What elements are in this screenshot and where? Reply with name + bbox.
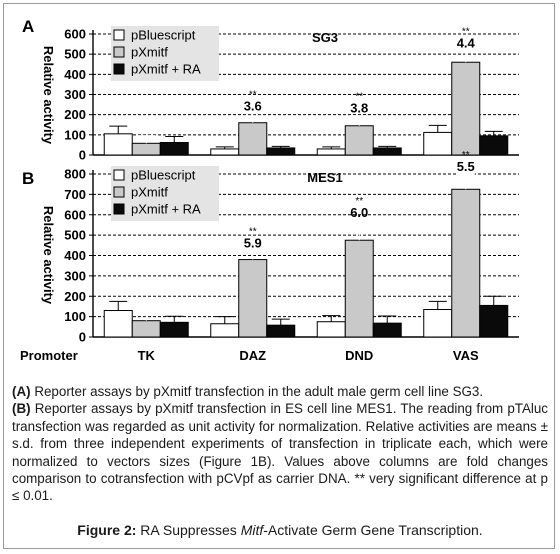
panel-a-legend-label-pbluescript: pBluescript [131, 27, 196, 43]
panel-a-letter: A [22, 17, 35, 36]
panel-a-significance-dnd: ** [355, 91, 364, 103]
panel-b-y-tick-label: 0 [78, 329, 86, 345]
panel-b-bar-pxmitf-ra-dnd [373, 323, 401, 337]
panel-b-legend-label-pxmitf-ra: pXmitf + RA [131, 201, 201, 217]
panel-a-y-tick-label: 200 [64, 107, 86, 123]
panel-b-fold-change-dnd: 6.0 [350, 204, 369, 220]
panel-a-significance-vas: ** [461, 26, 470, 38]
panel-b-fold-change-daz: 5.9 [243, 235, 262, 251]
panel-b-bar-pbluescript-vas [424, 309, 452, 337]
caption-paragraph-b [12, 400, 548, 504]
caption-b-label: (B) [12, 401, 31, 417]
panel-a-y-tick-label: 0 [78, 147, 86, 163]
panel-b-y-tick-label: 400 [64, 248, 86, 263]
panel-b-y-tick-label: 700 [64, 186, 86, 202]
panel-b-bar-pxmitf-vas [452, 189, 480, 337]
panel-b-significance-vas: ** [461, 150, 470, 161]
panel-b-x-axis-label: Promoter [20, 348, 78, 363]
panel-a-bar-pxmitf-daz [239, 123, 267, 155]
panel-b-letter: B [22, 169, 35, 188]
panel-a-legend-label-pxmitf: pXmitf [131, 44, 168, 60]
panel-b-bar-pxmitf-daz [239, 260, 267, 337]
panel-a-legend-swatch-pbluescript [114, 30, 124, 40]
panel-a-y-tick-label: 600 [64, 26, 86, 42]
figure-title-post: -Activate Germ Gene Transcription. [263, 522, 483, 538]
panel-a-bar-pxmitf-ra-tk [160, 142, 188, 155]
figure-title-label: Figure 2: [77, 522, 137, 538]
figure-caption [12, 383, 548, 505]
panel-b-significance-daz: ** [248, 226, 257, 238]
panel-b-x-tick-label-tk: TK [137, 348, 155, 363]
panel-a-y-tick-label: 300 [64, 87, 86, 102]
panel-a-bar-pbluescript-tk [104, 134, 132, 155]
panel-a-bar-pxmitf-tk [132, 143, 160, 155]
panel-b-y-tick-label: 800 [64, 166, 86, 182]
caption-b-text: Reporter assays by pXmitf transfection in ES cell line MES1. The reading from pTAluc transfection was regarded as unit activity for normalization. Relative activities are means ± s.d. from three independent experiments of transfection in triplicate each, which were normalized to vectors sizes (Figure 1B). Values above columns are fold changes comparison to cotransfection with pCVpf as carrier DNA. ** very significant difference at p ≤ 0.01. [12, 401, 548, 504]
panel-a-bar-pxmitf-vas [452, 62, 480, 155]
panel-a-fold-change-daz: 3.6 [243, 98, 262, 114]
panel-b-x-tick-label-dnd: DND [345, 348, 374, 363]
panel-b-significance-dnd: ** [355, 195, 364, 207]
panel-a-fold-change-vas: 4.4 [456, 35, 475, 51]
panel-a-bar-pxmitf-ra-daz [267, 148, 295, 155]
panel-b-legend-label-pbluescript: pBluescript [131, 167, 196, 183]
panel-a-y-tick-label: 400 [64, 66, 86, 82]
panel-b-title: MES1 [307, 170, 343, 185]
panel-a-significance-daz: ** [248, 89, 257, 101]
panel-a-bar-pbluescript-vas [424, 132, 452, 155]
panel-a-y-tick-label: 100 [64, 127, 86, 143]
panel-a-y-tick-label: 500 [64, 46, 86, 62]
panel-b-legend-swatch-pbluescript [114, 170, 124, 180]
panel-a-legend-swatch-pxmitf [114, 47, 124, 57]
figure-title [0, 522, 560, 538]
panel-b-legend-swatch-pxmitf-ra [114, 204, 124, 214]
panel-a-fold-change-dnd: 3.8 [350, 100, 369, 116]
panel-b-bar-pxmitf-ra-vas [480, 305, 508, 337]
panel-a-bar-pxmitf-ra-vas [480, 136, 508, 155]
panel-b-legend-label-pxmitf: pXmitf [131, 184, 168, 200]
figure-title-gene: Mitf [240, 522, 264, 538]
panel-b-y-tick-label: 600 [64, 207, 86, 223]
panel-a-bar-pxmitf-dnd [345, 126, 373, 155]
panel-a-bar-pbluescript-daz [211, 149, 239, 155]
panel-b-y-tick-label: 500 [64, 227, 86, 243]
panel-b-y-tick-label: 300 [64, 268, 86, 284]
panel-b-y-tick-label: 200 [64, 288, 86, 304]
panel-b-bar-pbluescript-daz [211, 324, 239, 337]
panel-b-fold-change-vas: 5.5 [456, 159, 475, 174]
panel-b-y-tick-label: 100 [64, 309, 86, 325]
panel-b-bar-pxmitf-dnd [345, 240, 373, 337]
caption-paragraph-a [12, 383, 548, 400]
panel-a-bar-pxmitf-ra-dnd [373, 148, 401, 155]
panel-b-y-axis-label: Relative activity [41, 205, 56, 305]
panel-b-bar-pbluescript-tk [104, 311, 132, 337]
panel-a-y-axis-label: Relative activity [41, 45, 56, 145]
panel-b-bar-pxmitf-ra-daz [267, 325, 295, 337]
panel-a-title: SG3 [311, 30, 339, 45]
panel-a-legend-label-pxmitf-ra: pXmitf + RA [131, 61, 201, 77]
panel-a-legend-swatch-pxmitf-ra [114, 64, 124, 74]
panel-b-x-tick-label-daz: DAZ [239, 348, 267, 363]
panel-b-bar-pxmitf-tk [132, 321, 160, 337]
figure-title-pre: RA Suppresses [136, 522, 241, 538]
panel-b-bar-pbluescript-dnd [317, 322, 345, 337]
panel-b-x-tick-label-vas: VAS [452, 348, 479, 363]
caption-a-label: (A) [12, 384, 31, 399]
panel-b-legend-swatch-pxmitf [114, 187, 124, 197]
panel-b-bar-pxmitf-ra-tk [160, 322, 188, 337]
panel-a-bar-pbluescript-dnd [317, 149, 345, 155]
caption-a-text: Reporter assays by pXmitf transfection in the adult male germ cell line SG3. [30, 384, 484, 399]
